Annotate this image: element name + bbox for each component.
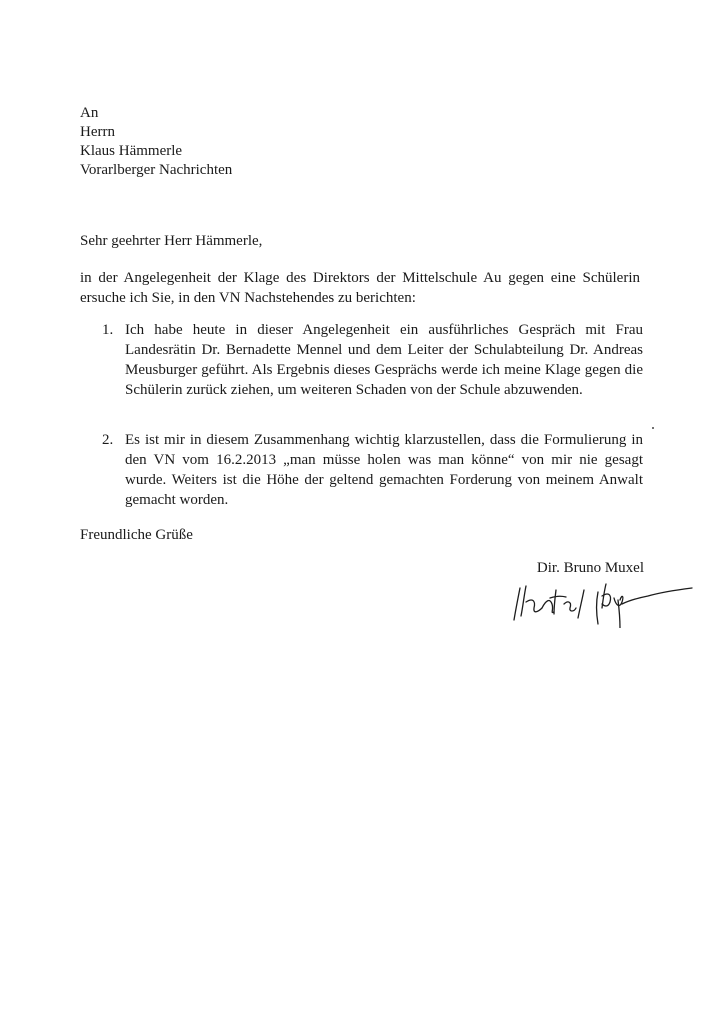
list-item-number: 2.: [102, 432, 114, 448]
list-item: [80, 430, 643, 510]
recipient-name: Klaus Hämmerle: [80, 143, 183, 159]
closing: Freundliche Grüße: [80, 527, 193, 543]
list-item: [80, 320, 643, 400]
list-item-text: Es ist mir in diesem Zusammenhang wichtig klarzustellen, dass die Formulierung in den VN vom 16.2.2013 „man müsse holen was man könne“ von mir nie gesagt wurde. Weiters ist die Höhe der geltend gemachten Forderung von meinem Anwalt gemacht worden.: [125, 432, 643, 508]
handwritten-signature: [506, 578, 694, 628]
recipient-address: [80, 104, 232, 180]
salutation: Sehr geehrter Herr Hämmerle,: [80, 233, 263, 249]
recipient-line-an: An: [80, 105, 99, 121]
numbered-list: [80, 320, 643, 510]
scan-speck: [652, 427, 654, 429]
list-item-number: 1.: [102, 322, 114, 338]
intro-paragraph: in der Angelegenheit der Klage des Direktors der Mittelschule Au gegen eine Schülerin ersuche ich Sie, in den VN Nachstehendes zu berichten:: [80, 270, 640, 306]
recipient-organization: Vorarlberger Nachrichten: [80, 162, 233, 178]
signer-name: Dir. Bruno Muxel: [536, 560, 644, 576]
recipient-line-herrn: Herrn: [80, 124, 115, 140]
list-item-text: Ich habe heute in dieser Angelegenheit ein ausführliches Gespräch mit Frau Landesrätin Dr. Bernadette Mennel und dem Leiter der Schulabteilung Dr. Andreas Meusburger geführt. Als Ergebnis dieses Gesprächs werde ich meine Klage gegen die Schülerin zurück ziehen, um weiteren Schaden von der Schule abzuwenden.: [125, 322, 643, 398]
